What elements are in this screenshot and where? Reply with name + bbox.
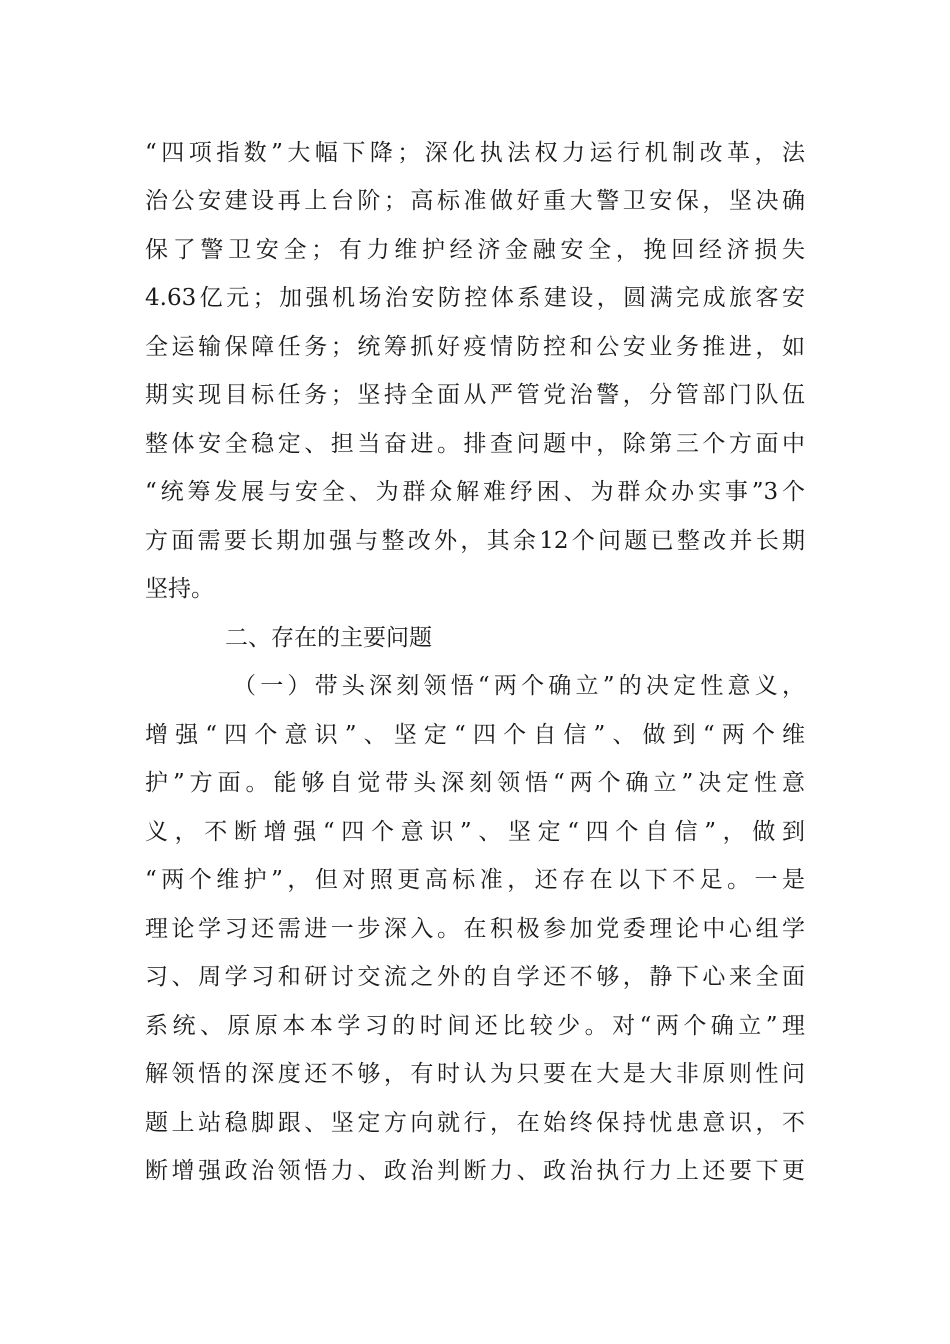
paragraph-line: “四项指数”大幅下降；深化执法权力运行机制改革，法 <box>145 140 805 166</box>
paragraph-line: 增强“四个意识”、坚定“四个自信”、做到“两个维 <box>145 722 805 748</box>
paragraph-line: 整体安全稳定、担当奋进。排查问题中，除第三个方面中 <box>145 431 805 457</box>
paragraph-line: “两个维护”，但对照更高标准，还存在以下不足。一是 <box>145 867 805 893</box>
paragraph-line: 全运输保障任务；统筹抓好疫情防控和公安业务推进，如 <box>145 334 805 360</box>
paragraph-line: 习、周学习和研讨交流之外的自学还不够，静下心来全面 <box>145 964 805 990</box>
paragraph-line: 理论学习还需进一步深入。在积极参加党委理论中心组学 <box>145 916 805 942</box>
paragraph-line: “统筹发展与安全、为群众解难纾困、为群众办实事”3个 <box>145 479 805 505</box>
paragraph-line: 期实现目标任务；坚持全面从严管党治警，分管部门队伍 <box>145 382 805 408</box>
paragraph-line-last: 坚持。 <box>145 576 214 602</box>
section-heading: 二、存在的主要问题 <box>225 625 432 651</box>
paragraph-line: 方面需要长期加强与整改外，其余12个问题已整改并长期 <box>145 528 805 554</box>
paragraph-line: 解领悟的深度还不够，有时认为只要在大是大非原则性问 <box>145 1061 805 1087</box>
paragraph-line: 护”方面。能够自觉带头深刻领悟“两个确立”决定性意 <box>145 770 805 796</box>
paragraph-line: 治公安建设再上台阶；高标准做好重大警卫安保，坚决确 <box>145 188 805 214</box>
paragraph-line: 系统、原原本本学习的时间还比较少。对“两个确立”理 <box>145 1013 805 1039</box>
paragraph-line: 断增强政治领悟力、政治判断力、政治执行力上还要下更 <box>145 1158 805 1184</box>
paragraph-line: 保了警卫安全；有力维护经济金融安全，挽回经济损失 <box>145 237 805 263</box>
paragraph-line: 题上站稳脚跟、坚定方向就行，在始终保持忧患意识，不 <box>145 1110 805 1136</box>
paragraph-line: 义，不断增强“四个意识”、坚定“四个自信”，做到 <box>145 819 805 845</box>
subsection-heading: （一）带头深刻领悟“两个确立”的决定性意义， <box>233 673 805 699</box>
paragraph-line: 4.63亿元；加强机场治安防控体系建设，圆满完成旅客安 <box>145 285 805 311</box>
